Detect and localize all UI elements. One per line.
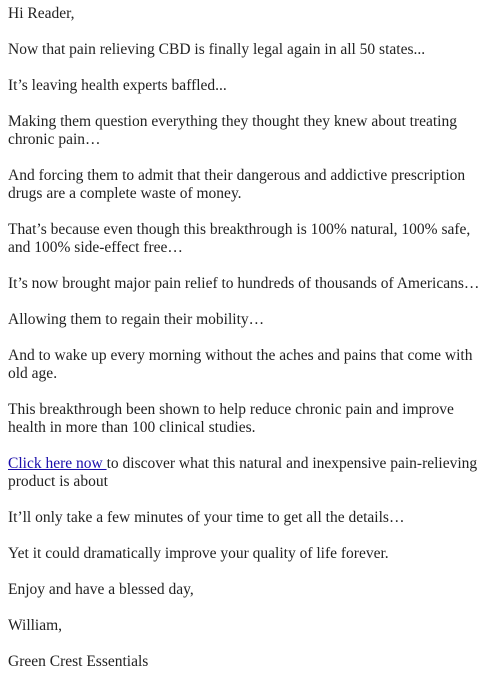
body-paragraph: That’s because even though this breakthrough is 100% natural, 100% safe, and 100% side-effect free…	[8, 221, 471, 256]
body-paragraph: This breakthrough been shown to help reduce chronic pain and improve health in more than 100 clinical studies.	[8, 401, 454, 436]
closing-paragraph: It’ll only take a few minutes of your time to get all the details…	[8, 509, 405, 526]
greeting: Hi Reader,	[8, 5, 75, 22]
body-paragraph: And to wake up every morning without the aches and pains that come with old age.	[8, 347, 473, 382]
body-paragraph: Now that pain relieving CBD is finally legal again in all 50 states...	[8, 41, 426, 58]
body-paragraph: It’s now brought major pain relief to hundreds of thousands of Americans…	[8, 275, 480, 292]
company-name: Green Crest Essentials	[8, 653, 149, 670]
sign-off: Enjoy and have a blessed day,	[8, 581, 194, 598]
body-paragraph: Making them question everything they thought they knew about treating chronic pain…	[8, 113, 457, 148]
cta-text: to discover what this natural and inexpensive pain-relieving product is about	[8, 455, 478, 490]
closing-paragraph: Yet it could dramatically improve your quality of life forever.	[8, 545, 389, 562]
body-paragraph: And forcing them to admit that their dangerous and addictive prescription drugs are a complete waste of money.	[8, 167, 466, 202]
body-paragraph: Allowing them to regain their mobility…	[8, 311, 265, 328]
click-here-link[interactable]: Click here now	[8, 455, 107, 472]
cta-paragraph	[8, 455, 492, 491]
signature-name: William,	[8, 617, 63, 634]
body-paragraph: It’s leaving health experts baffled...	[8, 77, 227, 94]
